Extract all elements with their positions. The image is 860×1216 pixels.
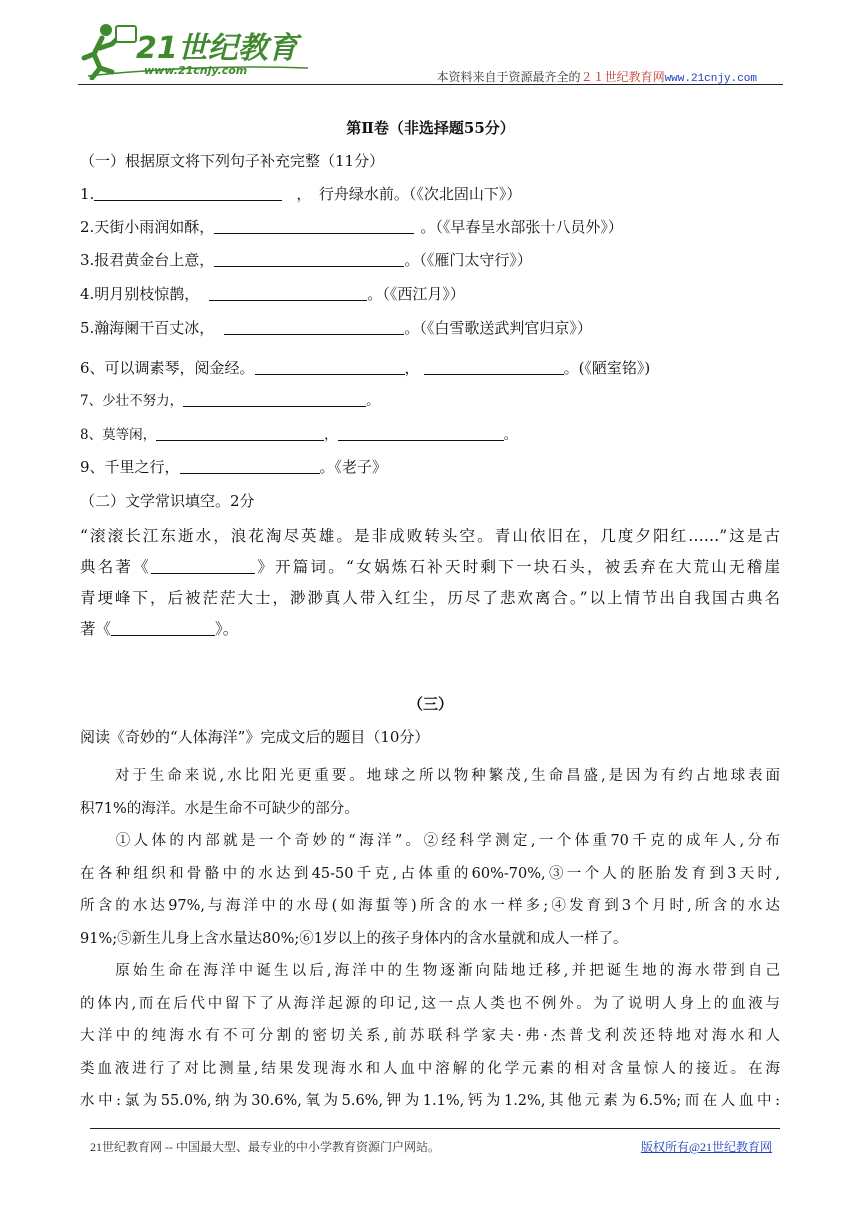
part3-paragraph: [80, 760, 780, 1118]
paragraph-line: 类血液进行了对比测量,结果发现海水和人血中溶解的化学元素的相对含量惊人的接近。在海: [80, 1060, 780, 1077]
paragraph-line: [80, 552, 780, 583]
question-3-suffix: 。（《雁门太守行》）: [404, 251, 532, 269]
question-8-separator: ，: [324, 427, 338, 443]
question-9-suffix: 。《老子》: [319, 458, 388, 476]
question-6-prefix: 6、可以调素琴，阅金经。: [80, 359, 255, 377]
footer-text: 21世纪教育网 -- 中国最大型、最专业的中小学教育资源门户网站。: [90, 1140, 440, 1154]
section-title: 第Ⅱ卷（非选择题55分）: [346, 119, 515, 137]
answer-blank[interactable]: [255, 373, 405, 375]
svg-text:www.21cnjy.com: www.21cnjy.com: [144, 64, 248, 77]
question-9: [80, 456, 387, 477]
question-1-suffix: ， 行舟绿水前。（《次北固山下》）: [296, 185, 522, 203]
question-7: [80, 389, 380, 409]
paragraph-text: 》。: [215, 620, 239, 638]
part2-paragraph: [80, 521, 780, 645]
question-7-prefix: 7、少壮不努力，: [80, 393, 184, 409]
question-4-prefix: 4.明月别枝惊鹊，: [80, 285, 200, 303]
answer-blank[interactable]: [338, 439, 504, 441]
answer-blank[interactable]: [424, 373, 564, 375]
question-8: [80, 423, 517, 443]
question-4-suffix: 。（《西江月》）: [367, 285, 465, 303]
answer-blank[interactable]: [224, 333, 404, 335]
question-8-prefix: 8、莫等闲，: [80, 427, 157, 443]
question-2: [80, 216, 623, 237]
answer-blank[interactable]: [214, 232, 414, 234]
svg-text:21世纪教育: 21世纪教育: [136, 31, 298, 66]
header-note: [437, 68, 757, 85]
paragraph-line: ①人体的内部就是一个奇妙的“海洋”。②经科学测定,一个体重70千克的成年人,分布: [80, 833, 780, 849]
answer-blank[interactable]: [151, 572, 255, 574]
paragraph-line: 在各种组织和骨骼中的水达到45-50千克,占体重的60%-70%,③一个人的胚胎发育到3天时,: [80, 865, 780, 882]
paragraph-line: 所含的水达97%,与海洋中的水母(如海蜇等)所含的水一样多;④发育到3个月时,所含的水达: [80, 898, 780, 914]
paragraph-line: “滚滚长江东逝水，浪花淘尽英雄。是非成败转头空。青山依旧在，几度夕阳红……”这是古: [80, 527, 780, 545]
answer-blank[interactable]: [214, 265, 404, 267]
question-5: [80, 317, 592, 338]
question-7-suffix: 。: [366, 393, 380, 409]
site-logo: [78, 18, 338, 80]
question-9-prefix: 9、千里之行，: [80, 458, 180, 476]
question-6-separator: ，: [404, 359, 420, 377]
paragraph-line: [80, 614, 780, 645]
answer-blank[interactable]: [209, 299, 367, 301]
question-2-suffix: 。（《早春呈水部张十八员外》）: [420, 218, 623, 236]
answer-blank[interactable]: [183, 405, 366, 407]
question-6-suffix: 。(《陋室铭》): [563, 359, 651, 377]
paragraph-line: 水中:氯为55.0%,纳为30.6%,氧为5.6%,钾为1.1%,钙为1.2%,其他元素为6.5%;而在人血中:: [80, 1093, 780, 1109]
page-header: [78, 18, 783, 86]
question-5-prefix: 5.瀚海阑干百丈冰，: [80, 319, 215, 337]
answer-blank[interactable]: [111, 634, 215, 636]
part2-heading: （二）文学常识填空。2分: [80, 492, 255, 510]
paragraph-text: 著《: [80, 620, 112, 638]
paragraph-line: 大洋中的纯海水有不可分割的密切关系,前苏联科学家夫·弗·杰普戈利茨还特地对海水和人: [80, 1028, 780, 1044]
question-8-suffix: 。: [503, 427, 518, 443]
question-4: [80, 283, 465, 304]
paragraph-line: 91%;⑤新生儿身上含水量达80%;⑥1岁以上的孩子身体内的含水量就和成人一样了。: [80, 930, 628, 947]
paragraph-line: 青埂峰下，后被茫茫大士，渺渺真人带入红尘，历尽了悲欢离合。”以上情节出自我国古典名: [80, 589, 780, 607]
question-3-prefix: 3.报君黄金台上意，: [80, 251, 215, 269]
question-2-prefix: 2.天街小雨润如酥，: [80, 218, 215, 236]
header-divider: [78, 84, 783, 85]
paragraph-line: 原始生命在海洋中诞生以后,海洋中的生物逐渐向陆地迁移,并把诞生地的海水带到自己: [80, 963, 780, 979]
paragraph-line: 的体内,而在后代中留下了从海洋起源的印记,这一点人类也不例外。为了说明人身上的血液与: [80, 995, 780, 1012]
paragraph-line: 对于生命来说,水比阳光更重要。地球之所以物种繁茂,生命昌盛,是因为有约占地球表面: [80, 768, 780, 784]
footer-divider: [90, 1128, 780, 1129]
header-note-url[interactable]: www.21cnjy.com: [664, 73, 757, 85]
part1-heading: （一）根据原文将下列句子补充完整（11分）: [80, 152, 385, 170]
question-3: [80, 249, 532, 270]
part3-intro: 阅读《奇妙的“人体海洋”》完成文后的题目（10分）: [80, 728, 430, 746]
answer-blank[interactable]: [180, 472, 320, 474]
part3-heading: （三）: [407, 695, 453, 713]
page-footer: [90, 1138, 780, 1155]
paragraph-text: 典名著《: [80, 558, 152, 576]
answer-blank[interactable]: [156, 439, 324, 441]
paragraph-line: 积71%的海洋。水是生命不可缺少的部分。: [80, 800, 359, 817]
question-6: [80, 357, 650, 378]
question-5-suffix: 。（《白雪歌送武判官归京》）: [404, 319, 592, 337]
header-note-prefix: 本资料来自于资源最齐全的: [436, 70, 581, 84]
copyright-link[interactable]: 版权所有@21世纪教育网: [640, 1140, 772, 1154]
paragraph-text: 》开篇词。“女娲炼石补天时剩下一块石头，被丢弃在大荒山无稽崖: [255, 558, 780, 576]
header-note-brand: ２１世纪教育网: [580, 70, 665, 84]
question-1-prefix: 1.: [80, 185, 95, 203]
question-1: [80, 183, 521, 204]
answer-blank[interactable]: [94, 199, 282, 201]
